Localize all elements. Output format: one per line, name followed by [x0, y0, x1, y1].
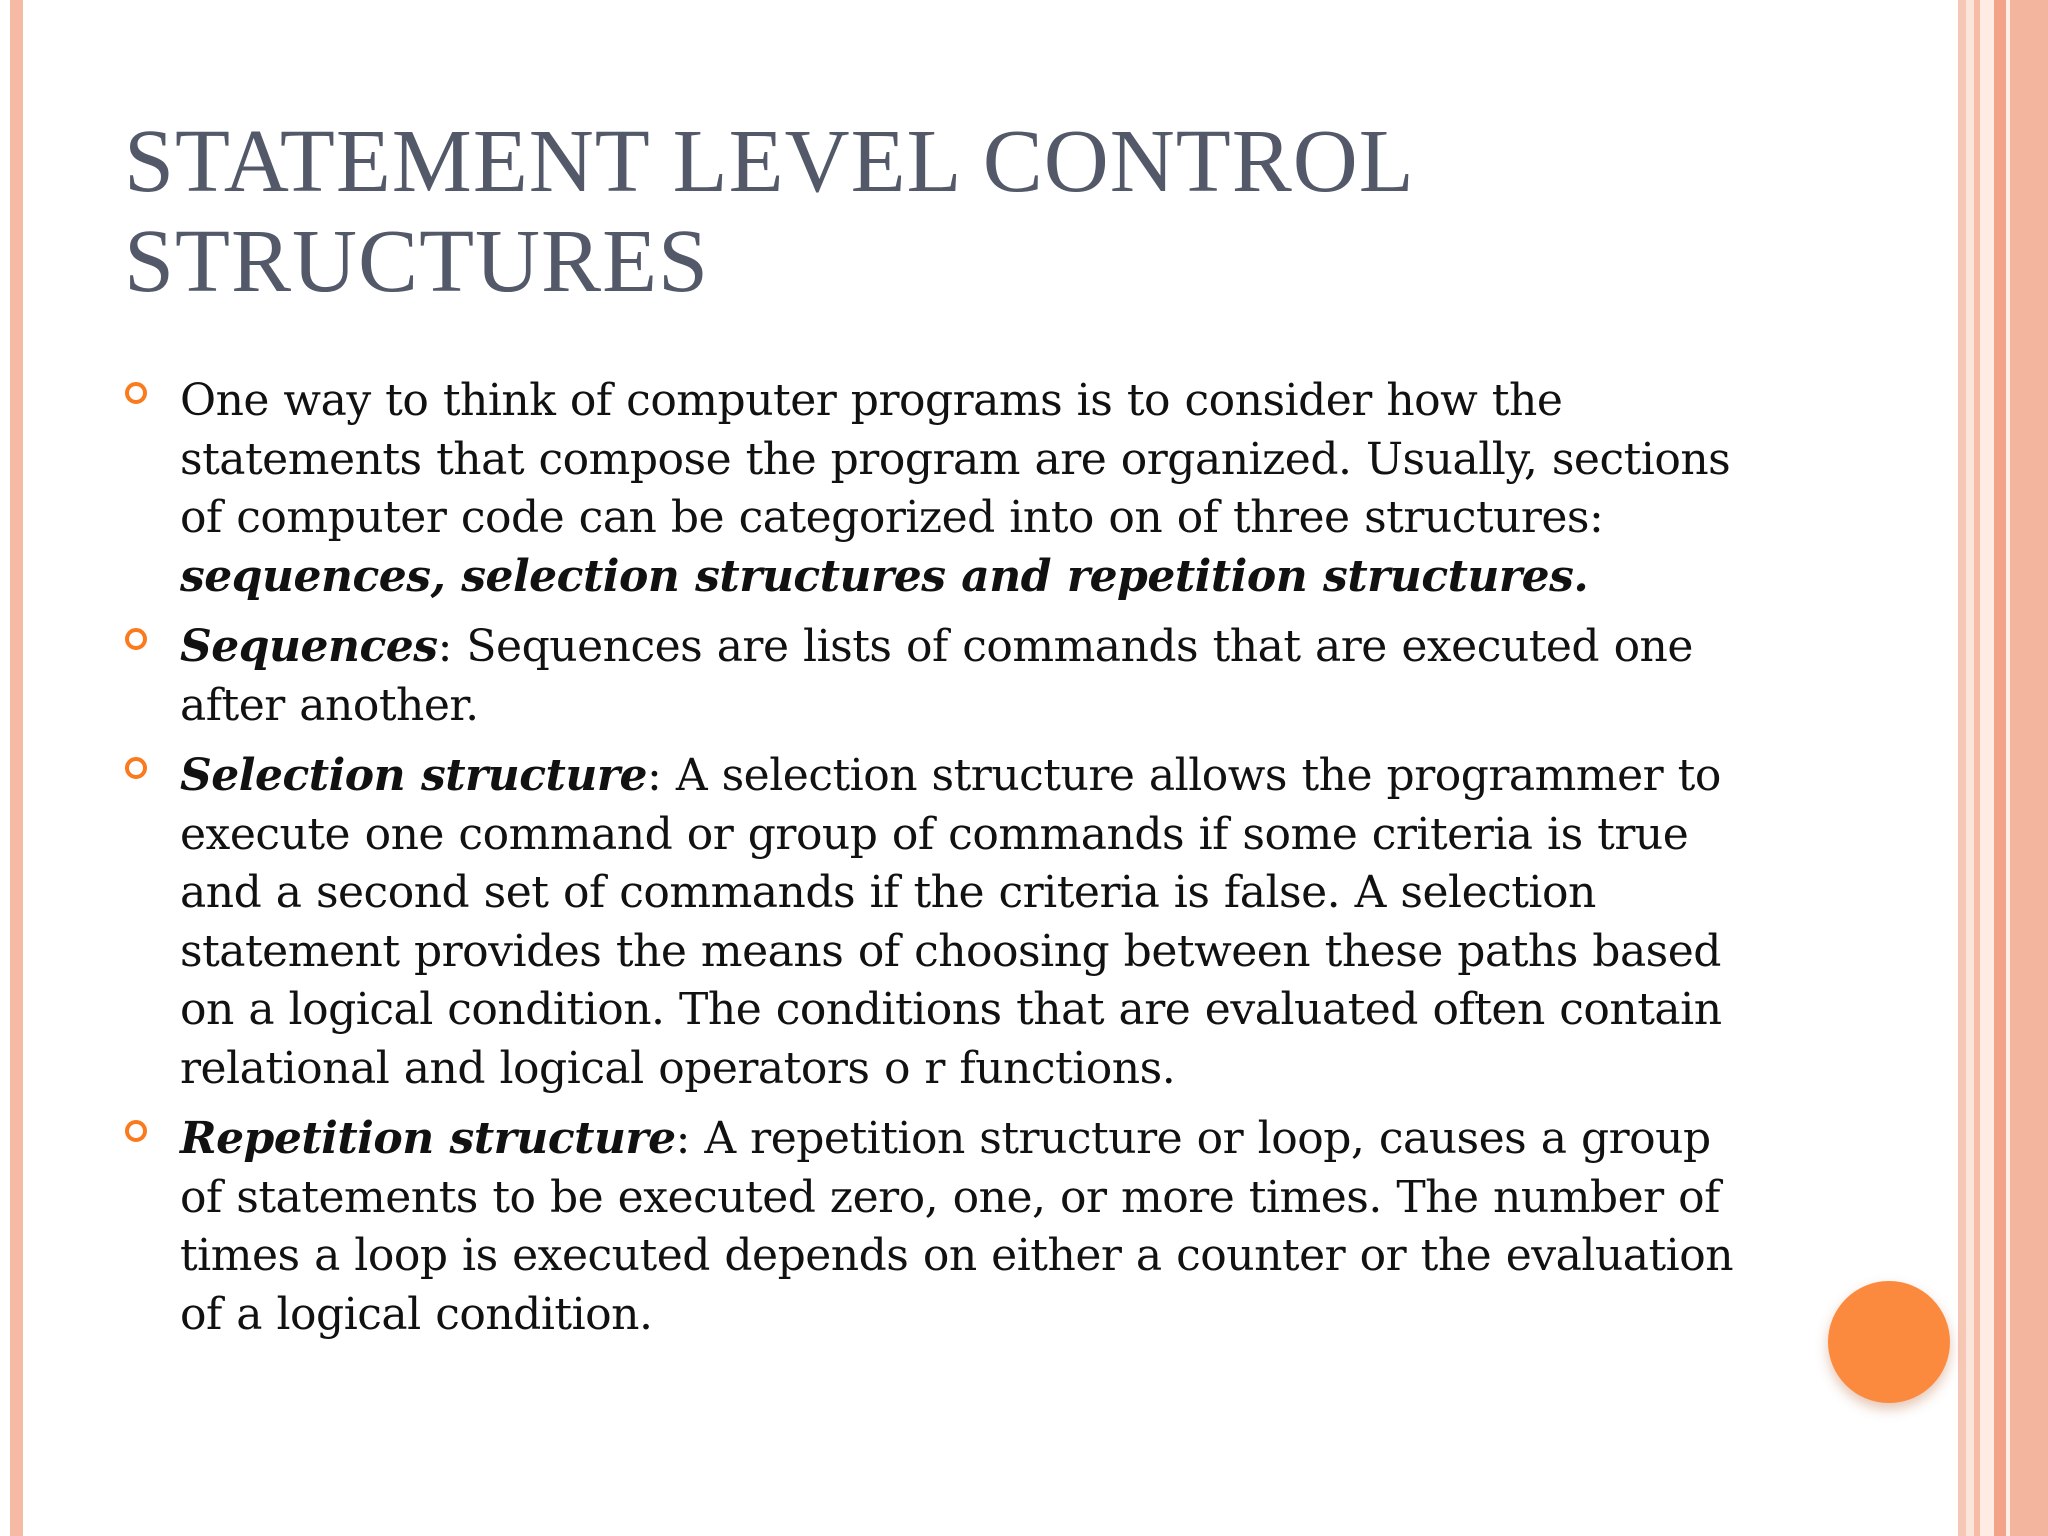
bullet-text: : A selection structure allows the programmer to execute one command or group of commands if some criteria is true and a second set of commands if the criteria is false. A selection statement provides the means of choosing between these paths based on a logical condition. The conditions that are evaluated often contain relational and logical operators o r functions.	[180, 750, 1722, 1094]
decorative-orange-circle	[1828, 1281, 1950, 1403]
bullet-text: One way to think of computer programs is to consider how the statements that compose the program are organized. Usually, sections of computer code can be categorized into on of three structures:	[180, 375, 1731, 543]
bullet-ring-icon	[125, 628, 147, 650]
right-border-stripe	[1994, 0, 2006, 1536]
bullet-term: Selection structure	[180, 750, 648, 801]
bullet-text: : Sequences are lists of commands that are executed one after another.	[180, 621, 1693, 731]
right-border-stripe	[1958, 0, 1966, 1536]
bullet-item	[0, 1110, 1760, 1344]
bullet-item	[0, 618, 1760, 735]
bullet-term: Sequences	[180, 621, 438, 672]
bullet-ring-icon	[125, 1120, 147, 1142]
bullet-text: : A repetition structure or loop, causes a group of statements to be executed zero, one, or more times. The number of times a loop is executed depends on either a counter or the evaluation of a logical condition.	[180, 1113, 1734, 1340]
bullet-item	[0, 372, 1760, 606]
bullet-ring-icon	[125, 757, 147, 779]
slide-title: STATEMENT LEVEL CONTROL STRUCTURES	[124, 112, 1412, 311]
right-border-stripe	[2010, 0, 2048, 1536]
bullet-ring-icon	[125, 382, 147, 404]
bullet-term: Repetition structure	[180, 1113, 676, 1164]
right-border-stripe	[1966, 0, 1974, 1536]
bullet-item	[0, 747, 1760, 1098]
bullet-list	[0, 372, 1900, 1356]
right-border-stripe	[1980, 0, 1994, 1536]
bullet-emphasis: sequences, selection structures and repetition structures.	[180, 550, 1589, 602]
